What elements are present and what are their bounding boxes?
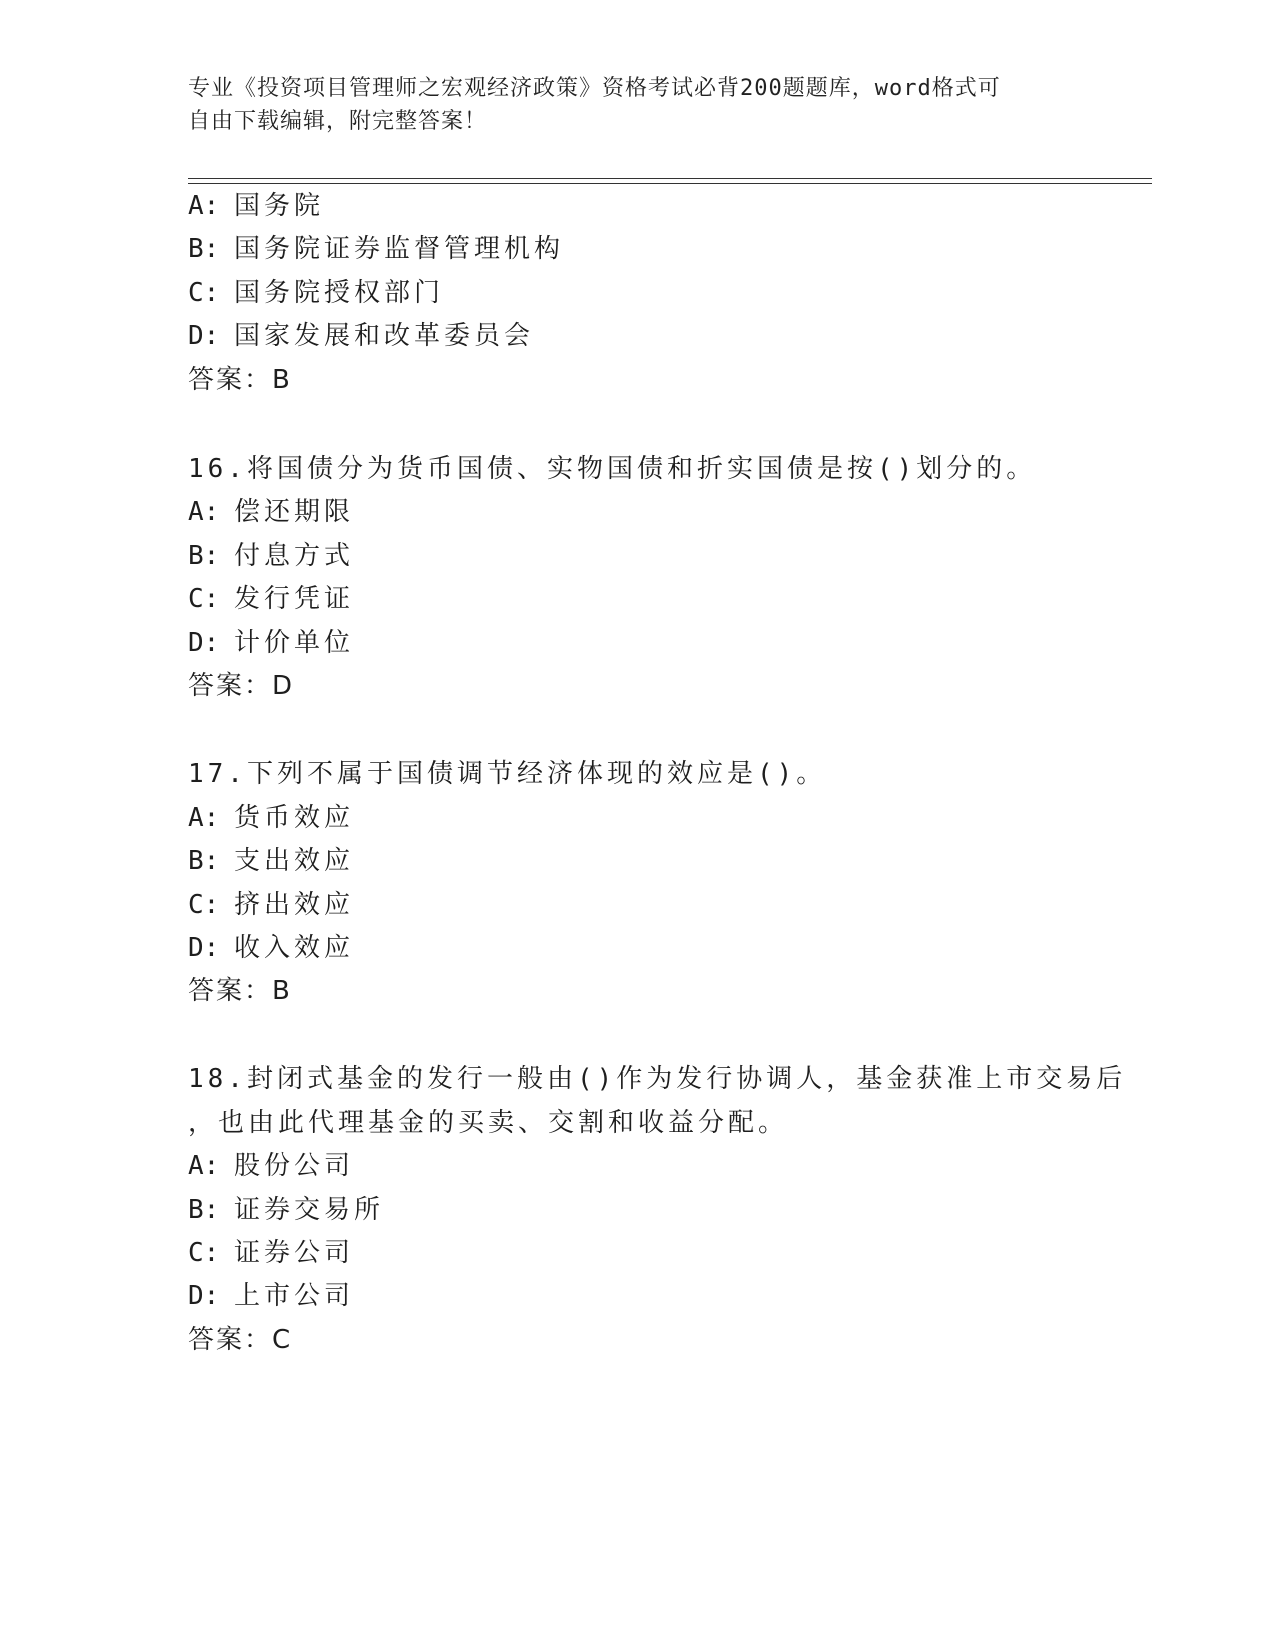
option-text: 国务院授权部门 bbox=[234, 278, 445, 308]
q17-option-d bbox=[188, 932, 354, 964]
header-divider-top bbox=[188, 178, 1152, 179]
q18-stem-line-1: 18.封闭式基金的发行一般由()作为发行协调人，基金获准上市交易后 bbox=[188, 1064, 1127, 1094]
q17-stem: 17.下列不属于国债调节经济体现的效应是()。 bbox=[188, 759, 827, 789]
option-text: 国务院证券监督管理机构 bbox=[234, 234, 565, 264]
q16-option-c bbox=[188, 583, 354, 615]
q17-answer: 答案：B bbox=[188, 976, 292, 1006]
option-text: 货币效应 bbox=[234, 803, 355, 833]
option-key: A: bbox=[188, 803, 220, 833]
q15-option-d bbox=[188, 320, 534, 352]
option-text: 收入效应 bbox=[234, 933, 355, 963]
q18-option-c bbox=[188, 1237, 354, 1269]
option-key: C: bbox=[188, 278, 220, 308]
header-line-2: 自由下载编辑，附完整答案！ bbox=[188, 109, 488, 134]
option-key: A: bbox=[188, 191, 220, 221]
q15-option-c bbox=[188, 277, 444, 309]
q16-option-b bbox=[188, 540, 354, 572]
option-text: 付息方式 bbox=[234, 541, 355, 571]
option-key: C: bbox=[188, 1238, 220, 1268]
q18-stem-line-2: ，也由此代理基金的买卖、交割和收益分配。 bbox=[188, 1108, 789, 1138]
q18-option-a bbox=[188, 1150, 354, 1182]
option-key: B: bbox=[188, 234, 220, 264]
q15-answer: 答案：B bbox=[188, 365, 292, 395]
q15-option-b bbox=[188, 233, 564, 265]
q18-answer: 答案：C bbox=[188, 1325, 293, 1355]
header-line-1: 专业《投资项目管理师之宏观经济政策》资格考试必背200题题库，word格式可 bbox=[188, 76, 1001, 101]
q16-stem: 16.将国债分为货币国债、实物国债和折实国债是按()划分的。 bbox=[188, 454, 1037, 484]
option-text: 挤出效应 bbox=[234, 890, 355, 920]
option-key: D: bbox=[188, 1281, 220, 1311]
q17-option-b bbox=[188, 845, 354, 877]
option-key: B: bbox=[188, 1195, 220, 1225]
q18-option-d bbox=[188, 1280, 354, 1312]
option-text: 上市公司 bbox=[234, 1281, 355, 1311]
q15-option-a bbox=[188, 190, 324, 222]
header-divider-bottom bbox=[188, 183, 1152, 184]
q16-option-a bbox=[188, 496, 354, 528]
q17-option-c bbox=[188, 889, 354, 921]
option-text: 证券公司 bbox=[234, 1238, 355, 1268]
option-key: C: bbox=[188, 890, 220, 920]
option-key: C: bbox=[188, 584, 220, 614]
option-text: 计价单位 bbox=[234, 628, 355, 658]
option-text: 国务院 bbox=[234, 191, 325, 221]
option-text: 国家发展和改革委员会 bbox=[234, 321, 535, 351]
option-text: 股份公司 bbox=[234, 1151, 355, 1181]
q16-option-d bbox=[188, 627, 354, 659]
option-key: B: bbox=[188, 541, 220, 571]
option-key: D: bbox=[188, 628, 220, 658]
option-text: 支出效应 bbox=[234, 846, 355, 876]
option-key: A: bbox=[188, 497, 220, 527]
option-key: B: bbox=[188, 846, 220, 876]
q18-option-b bbox=[188, 1194, 384, 1226]
q16-answer: 答案：D bbox=[188, 671, 295, 701]
option-text: 发行凭证 bbox=[234, 584, 355, 614]
option-text: 证券交易所 bbox=[234, 1195, 385, 1225]
q17-option-a bbox=[188, 802, 354, 834]
option-key: A: bbox=[188, 1151, 220, 1181]
option-key: D: bbox=[188, 933, 220, 963]
document-header bbox=[188, 72, 1068, 138]
option-key: D: bbox=[188, 321, 220, 351]
option-text: 偿还期限 bbox=[234, 497, 355, 527]
